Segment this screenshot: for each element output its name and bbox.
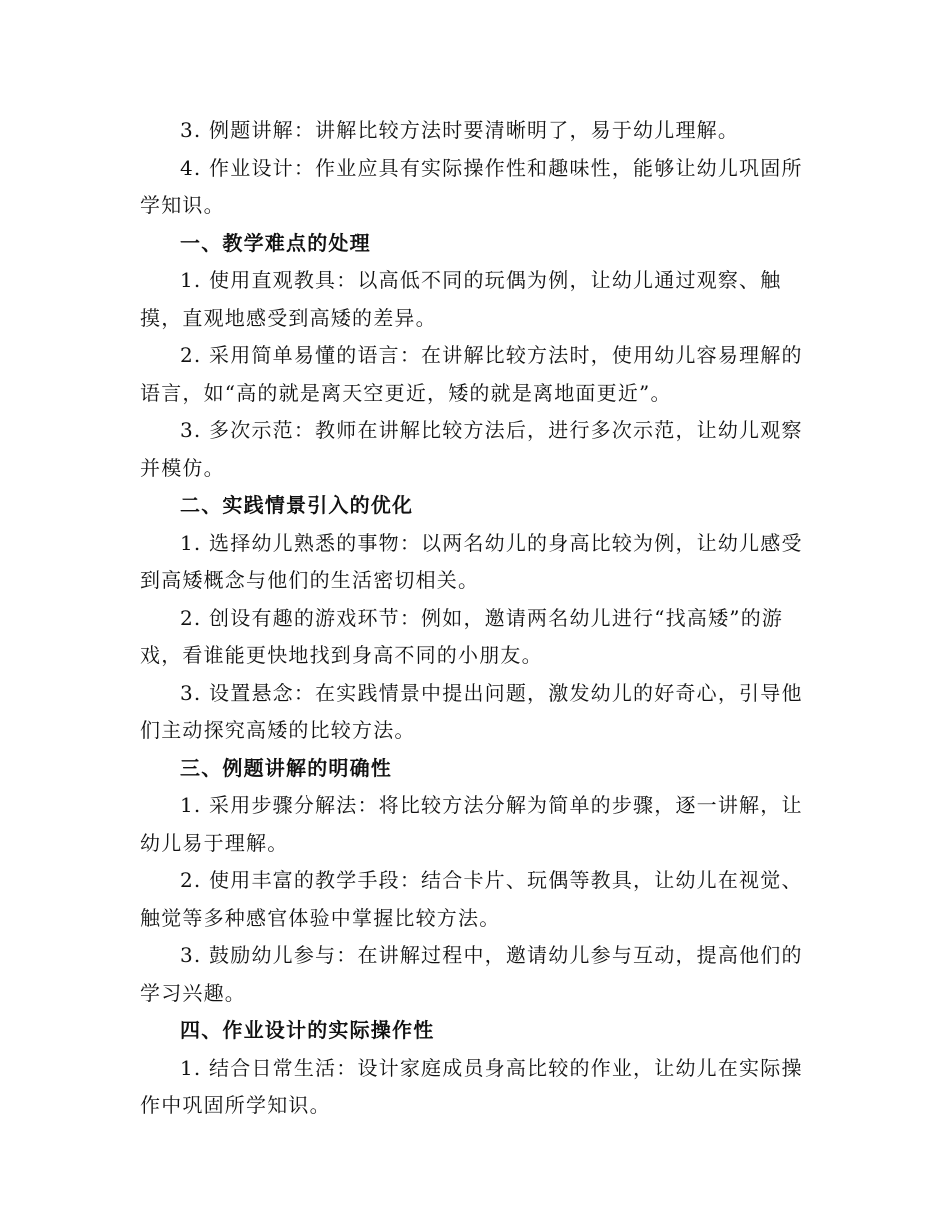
section-heading-1: 一、教学难点的处理 xyxy=(180,230,371,255)
paragraph-item: 3. 多次示范：教师在讲解比较方法后，进行多次示范，让幼儿观察并模仿。 xyxy=(140,418,803,480)
paragraph-item: 2. 创设有趣的游戏环节：例如，邀请两名幼儿进行“找高矮”的游戏，看谁能更快地找到身高不同的小朋友。 xyxy=(140,605,784,667)
document-body xyxy=(140,112,815,1125)
section-heading-3: 三、例题讲解的明确性 xyxy=(180,755,392,780)
paragraph-item: 2. 采用简单易懂的语言：在讲解比较方法时，使用幼儿容易理解的语言，如“高的就是离天空更近，矮的就是离地面更近”。 xyxy=(140,343,803,405)
paragraph-homework-design: 4. 作业设计：作业应具有实际操作性和趣味性，能够让幼儿巩固所学知识。 xyxy=(140,155,803,217)
paragraph-item: 1. 采用步骤分解法：将比较方法分解为简单的步骤，逐一讲解，让幼儿易于理解。 xyxy=(140,793,803,855)
paragraph-item: 3. 鼓励幼儿参与：在讲解过程中，邀请幼儿参与互动，提高他们的学习兴趣。 xyxy=(140,943,803,1005)
paragraph-example-explanation: 3. 例题讲解：讲解比较方法时要清晰明了，易于幼儿理解。 xyxy=(180,118,740,142)
paragraph-item: 1. 选择幼儿熟悉的事物：以两名幼儿的身高比较为例，让幼儿感受到高矮概念与他们的生活密切相关。 xyxy=(140,530,803,592)
paragraph-item: 3. 设置悬念：在实践情景中提出问题，激发幼儿的好奇心，引导他们主动探究高矮的比较方法。 xyxy=(140,680,803,742)
paragraph-item: 1. 结合日常生活：设计家庭成员身高比较的作业，让幼儿在实际操作中巩固所学知识。 xyxy=(140,1055,803,1117)
section-heading-2: 二、实践情景引入的优化 xyxy=(180,493,414,517)
paragraph-item: 2. 使用丰富的教学手段：结合卡片、玩偶等教具，让幼儿在视觉、触觉等多种感官体验中掌握比较方法。 xyxy=(140,868,803,930)
section-heading-4: 四、作业设计的实际操作性 xyxy=(180,1018,435,1042)
paragraph-item: 1. 使用直观教具：以高低不同的玩偶为例，让幼儿通过观察、触摸，直观地感受到高矮的差异。 xyxy=(140,268,782,330)
